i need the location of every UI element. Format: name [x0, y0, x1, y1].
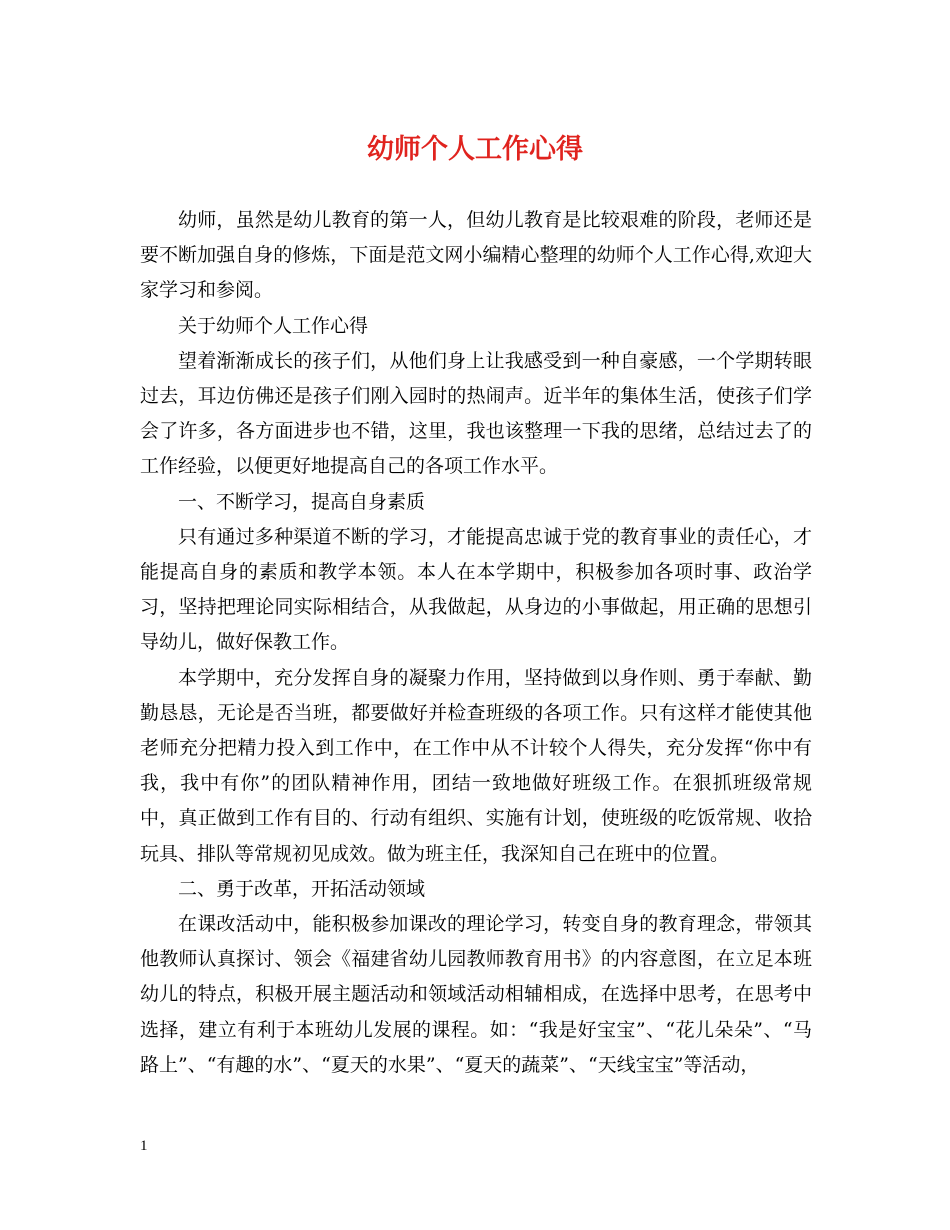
paragraph-study: 只有通过多种渠道不断的学习，才能提高忠诚于党的教育事业的责任心，才能提高自身的素质和教学本领。本人在本学期中，积极参加各项时事、政治学习，坚持把理论同实际相结合，从我做起，从身边的小事做起，用正确的思想引导幼儿，做好保教工作。 [140, 525, 812, 654]
paragraph-heading-about: 关于幼师个人工作心得 [178, 314, 369, 337]
section-heading-1: 一、不断学习，提高自身素质 [178, 490, 426, 513]
document-title: 幼师个人工作心得 [367, 134, 583, 165]
paragraph-reform: 在课改活动中，能积极参加课改的理论学习，转变自身的教育理念，带领其他教师认真探讨、领会《福建省幼儿园教师教育用书》的内容意图，在立足本班幼儿的特点，积极开展主题活动和领域活动相辅相成，在选择中思考，在思考中选择，建立有利于本班幼儿发展的课程。如：“我是好宝宝”、“花儿朵朵”、“马路上”、“有趣的水”、“夏天的水果”、“夏天的蔬菜”、“天线宝宝”等活动， [140, 913, 812, 1076]
document-body [140, 203, 812, 1083]
paragraph-intro: 幼师，虽然是幼儿教育的第一人，但幼儿教育是比较艰难的阶段，老师还是要不断加强自身的修炼，下面是范文网小编精心整理的幼师个人工作心得,欢迎大家学习和参阅。 [140, 209, 812, 302]
paragraph-reflection: 望着渐渐成长的孩子们，从他们身上让我感受到一种自豪感，一个学期转眼过去，耳边仿佛还是孩子们刚入园时的热闹声。近半年的集体生活，使孩子们学会了许多，各方面进步也不错，这里，我也该整理一下我的思绪，总结过去了的工作经验，以便更好地提高自己的各项工作水平。 [140, 349, 812, 478]
paragraph-class-work: 本学期中，充分发挥自身的凝聚力作用，坚持做到以身作则、勇于奉献、勤勤恳恳，无论是否当班，都要做好并检查班级的各项工作。只有这样才能使其他老师充分把精力投入到工作中，在工作中从不计较个人得失，充分发挥“你中有我，我中有你”的团队精神作用，团结一致地做好班级工作。在狠抓班级常规中，真正做到工作有目的、行动有组织、实施有计划，使班级的吃饭常规、收拾玩具、排队等常规初见成效。做为班主任，我深知自己在班中的位置。 [140, 666, 812, 865]
section-heading-2: 二、勇于改革，开拓活动领域 [178, 877, 426, 900]
page-number: 1 [140, 1138, 148, 1154]
